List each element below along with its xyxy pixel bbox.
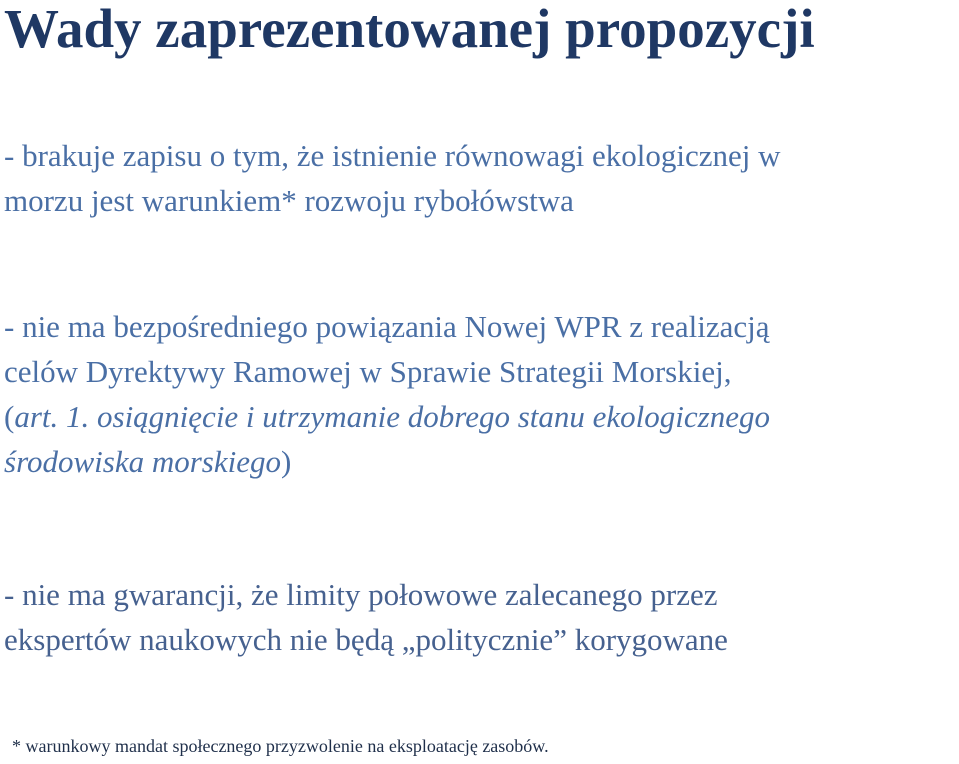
bullet-missing-ecological-balance: [4, 133, 780, 223]
page-title: Wady zaprezentowanej propozycji: [4, 0, 815, 59]
article-quote-line: [4, 439, 770, 484]
bullet-line: - nie ma bezpośredniego powiązania Nowej WPR z realizacją: [4, 309, 770, 344]
bullet-no-guarantee-limits: [4, 572, 728, 662]
open-paren: (: [4, 399, 15, 434]
bullet-no-link-msfd: [4, 304, 770, 484]
article-quote-line: [4, 394, 770, 439]
bullet-line: morzu jest warunkiem* rozwoju rybołówstwa: [4, 183, 574, 218]
footnote: * warunkowy mandat społecznego przyzwolenie na eksploatację zasobów.: [12, 736, 549, 756]
article-quote-text: art. 1. osiągnięcie i utrzymanie dobrego stanu ekologicznego: [14, 399, 770, 434]
bullet-line: ekspertów naukowych nie będą „politycznie” korygowane: [4, 622, 728, 657]
close-paren: ): [281, 444, 292, 479]
article-quote-text: środowiska morskiego: [4, 444, 281, 479]
bullet-line: celów Dyrektywy Ramowej w Sprawie Strategii Morskiej,: [4, 354, 732, 389]
bullet-line: - brakuje zapisu o tym, że istnienie równowagi ekologicznej w: [4, 138, 781, 173]
bullet-line: - nie ma gwarancji, że limity połowowe zalecanego przez: [4, 577, 718, 612]
